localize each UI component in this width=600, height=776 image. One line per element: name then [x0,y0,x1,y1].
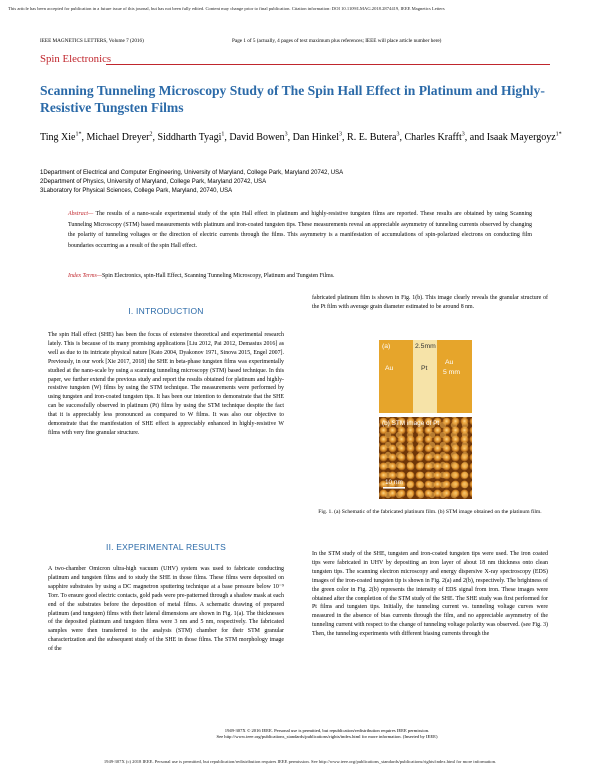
affiliation: 2Department of Physics, University of Maryland, College Park, Maryland 20742, USA [40,178,267,185]
bottom-notice: 1949-307X (c) 2018 IEEE. Personal use is permitted, but republication/redistribution requires IEEE permission. See http://www.ieee.org/publications_standards/publications/rights/index.html for more information. [103,759,497,764]
figure-1b-stm-image [379,417,472,499]
page-info: Page 1 of 5 (actually, 4 pages of text maximum plus references; IEEE will place article number here) [232,38,442,44]
fig1a-au-right: Au [445,359,454,366]
paper-title: Scanning Tunneling Microscopy Study of The Spin Hall Effect in Platinum and Highly-Resistive Tungsten Films [40,83,545,115]
right-column-bottom: In the STM study of the SHE, tungsten and iron-coated tungsten tips were used. The iron coated tips were fabricated in UHV by depositing an iron layer of about 18 nm thickness onto clean tungsten tips. The scanning electron microscopy and energy dispersive X-ray spectroscopy (EDS) images of the iron-coated tungsten tip is shown in Fig. 2(a) and 2(b), respectively. The brightness of the green color in Fig. 2(b) represents the intensity of EDS signal from iron. These images were obtained after the completion of the STM study of the SHE. The SHE study was first performed for Pt films and tungsten tips. Initially, the tunneling current vs. tunneling voltage curves were measured in the absence of bias currents through the film, and no appreciable asymmetry of the tunneling current with respect to the change of tunneling voltage polarity was observed. (see Fig. 3) Then, the tunneling experiments with different biasing currents through the [312,551,548,638]
author: Siddharth Tyagi$^1$, [157,132,230,144]
top-notice: This article has been accepted for publication in a future issue of this journal, but has not been fully edited. Content may change prior to final publication. Citation information: DOI 10.1109/LMAG.2018.2874419, IEEE Magnetics Letters [8,6,445,11]
fig1a-label: (a) [382,343,391,350]
index-terms-lead: Index Terms— [68,273,102,279]
figure-1-caption: Fig. 1. (a) Schematic of the fabricated platinum film. (b) STM image obtained on the platinum film. [318,509,542,515]
affiliation: 3Laboratory for Physical Sciences, College Park, Maryland, 20740, USA [40,187,233,194]
section-rule [106,64,550,65]
footer-line-2: See http://www.ieee.org/publications_standards/publications/rights/index.html for more information. (Inserted by IEEE) [216,733,438,739]
footer-line-1: 1949-307X © 2016 IEEE. Personal use is permitted, but republication/redistribution requires IEEE permission. [224,728,430,733]
section-label: Spin Electronics [40,53,112,65]
author: and Isaak Mayergoyz$^{1*}$ [469,132,562,144]
intro-heading: I. INTRODUCTION [128,306,204,316]
fig1b-scale-label: 10 nm [385,479,403,486]
experimental-body: A two-chamber Omicron ultra-high vacuum (UHV) system was used to fabricate conducting platinum and tungsten films and to study the SHE in those films. These films were deposited on sapphire substrates by using a DC magnetron sputtering technique at a base pressure below 10⁻⁹ Torr. To ensure good electric contacts, gold pads were pre-patterned through a shadow mask at each end of the substrates before the deposition of metal films. A schematic drawing of prepared platinum (and tungsten) films with their lateral dimensions are shown in Fig. 1(a). The thicknesses of the deposited platinum and tungsten films were 3 nm and 5 nm, respectively. The fabricated samples were then transferred to the analysis (STM) chamber for their STM granular characterization and the subsequent study of the SHE in those films. The STM morphology image of the [48,566,284,653]
intro-body: The spin Hall effect (SHE) has been the focus of extensive theoretical and experimental research lately. This is because of its many promising applications [Liu 2012, Pai 2012, Demasius 2016] as well as due to its intricate physical nature [Kato 2004, Dyakonov 1971, Sinova 2015, Engel 2007]. Previously, in our work [Xie 2017, 2018] the SHE in beta-phase tungsten films was experimentally studied at the nano-scale by using a scanning tunneling microscopy (STM) based technique. In this paper, we further extend the previous study and report the results obtained for platinum and highly-resistive tungsten (W) films by using the STM technique. The measurements were performed by using tungsten and iron-coated tungsten tips. It has been our intention to demonstrate that the SHE can be successfully observed in platinum (Pt) films by using the STM technique despite the fact that it is appreciably less pronounced as compared to W films. It was also our objective to demonstrate that the manifestation of SHE effect is appreciably enhanced in highly-resistive W films with very fine granular structure. [48,332,284,436]
author: Michael Dreyer$^2$, [86,132,158,144]
fig1a-length-label: 5 mm [443,369,460,376]
stm-grain-texture [379,417,472,499]
fig1b-label: (b) STM image of Pt [382,420,440,427]
author: Charles Krafft$^3$, [404,132,470,144]
abstract [68,209,532,251]
ieee-footer [212,728,442,739]
journal-info: IEEE MAGNETICS LETTERS, Volume 7 (2016) [40,38,144,44]
index-terms-text: Spin Electronics, spin-Hall Effect, Scanning Tunneling Microscopy, Platinum and Tungsten Films. [101,273,335,279]
author: Ting Xie$^{1*}$, [40,132,87,144]
author-list [40,128,570,145]
author: David Bowen$^3$, [229,132,293,144]
fig1a-width-label: 2.5mm [415,343,436,350]
affiliation: 1Department of Electrical and Computer Engineering, University of Maryland, College Park, Maryland 20742, USA [40,170,344,176]
author: R. E. Butera$^3$, [347,132,405,144]
abstract-lead: Abstract— [68,211,94,217]
figure-1a-schematic [379,340,472,413]
experimental-heading: II. EXPERIMENTAL RESULTS [106,542,226,552]
pt-strip [413,340,437,413]
index-terms [68,273,532,279]
fig1a-pt-label: Pt [421,365,428,372]
right-column-top: fabricated platinum film is shown in Fig. 1(b). This image clearly reveals the granular structure of the Pt film with average grain diameter estimated to be around 8 nm. [312,295,548,310]
author: Dan Hinkel$^3$, [292,132,348,144]
affiliations [40,169,560,195]
fig1a-au-left: Au [385,365,394,372]
abstract-text: The results of a nano-scale experimental study of the spin Hall effect in platinum and highly-resistive tungsten films are reported. These results are obtained by using Scanning Tunneling Microscopy (STM) based measurements with platinum and iron-coated tungsten tips. These measurements reveal an appreciable asymmetry of tunneling currents observed by changing the polarity of tunneling voltages or the direction of electric currents through the films. This asymmetry is a manifestation of accumulations of spin-polarized electrons on conducting film boundaries occurring as a result of the spin Hall effect. [68,211,532,249]
